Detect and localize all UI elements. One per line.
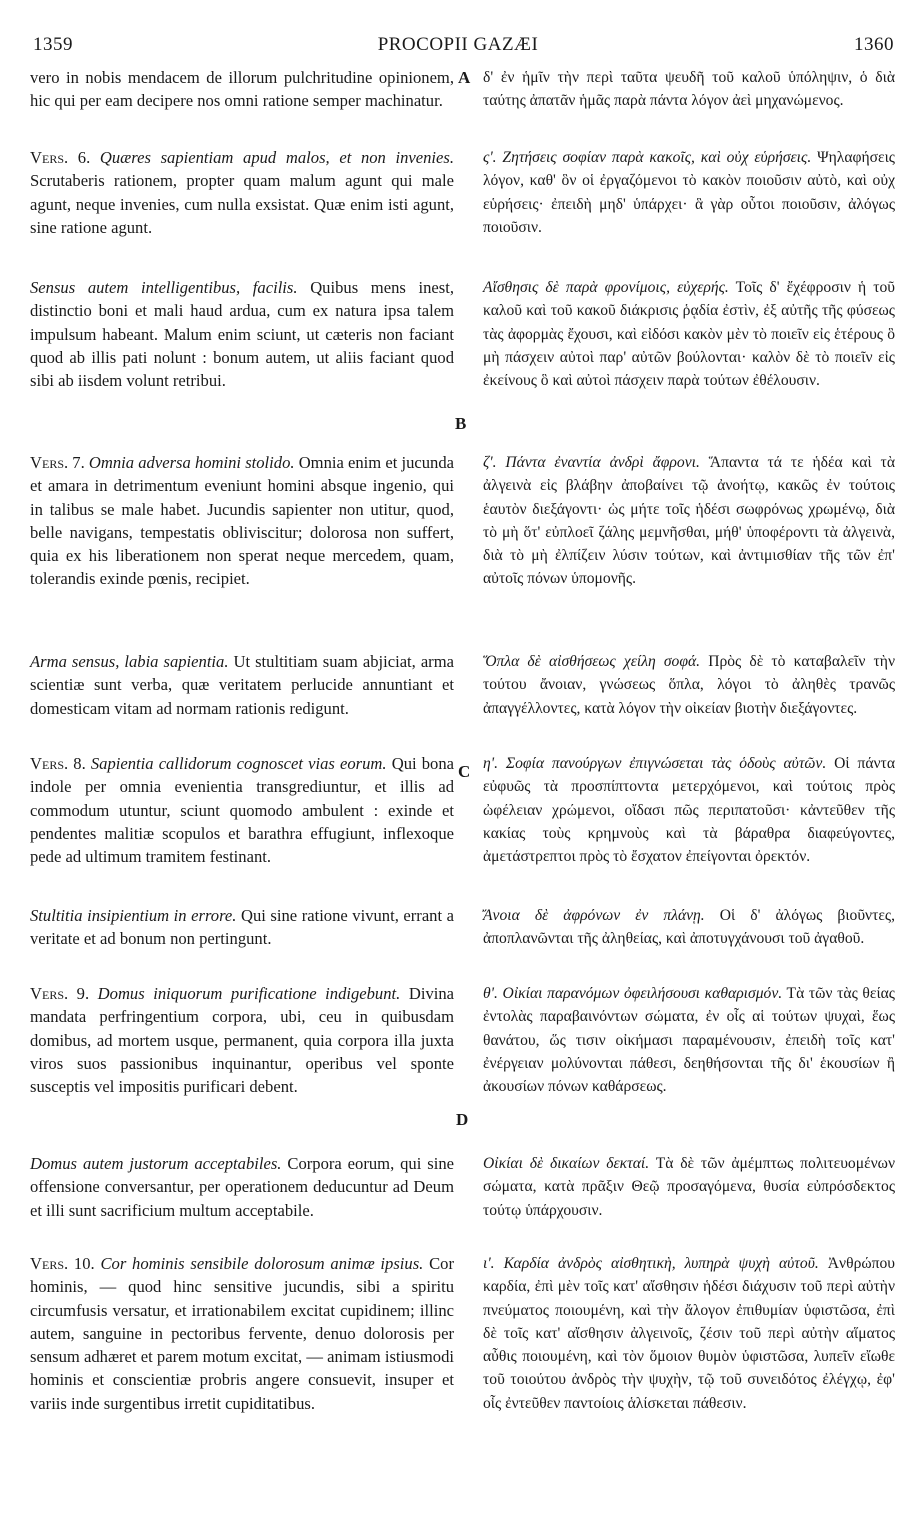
- greek-paragraph: η'. Σοφία πανούργων ἐπιγνώσεται τὰς ὁδοὺς αὐτῶν. Οἱ πάντα εὐφυῶς τὰ προσπίπτοντα μετερχόμενοι, καὶ τούτοις πρὸς ὠφέλειαν χρώμενοι, οἴδασι πῶς περιπατοῦσι· κἀντεῦθεν τῆς κακίας τοὺς κρημνοὺς καὶ τὰ βάραθρα διαφεύγοντες, ἀμετάστρεπτοι πρὸς τὸ ἔσχατον ἐπείγονται ὀρεκτόν.: [483, 755, 895, 866]
- latin-paragraph: Vers. 10. Cor hominis sensibile dolorosum animæ ipsius. Cor hominis, — quod hinc sensitive jucundis, sibi a spiritu circumfusis versatur, et irrationabilem excitat cupidinem; illinc autem, sanguine in pectoribus fervente, denuo dolorosis per sensum adhæret et parem motum excitat, — animam istiusmodi hominis et conscientiæ probris angere consuevit, insuper et variis inde surgentibus irretit cupiditatibus.: [30, 1254, 454, 1413]
- margin-letter-b: B: [455, 414, 467, 433]
- latin-paragraph: Stultitia insipientium in errore. Qui sine ratione vivunt, errant a veritate et ad bonum non pertingunt.: [30, 906, 454, 949]
- margin-letter-d: D: [456, 1110, 469, 1129]
- lemma: Αἴσθησις δὲ παρὰ φρονίμοις, εὐχερής.: [483, 279, 729, 296]
- latin-paragraph: Arma sensus, labia sapientia. Ut stultitiam suam abjiciat, arma scientiæ sunt verba, quæ veritatem perlucide annuntiant et domesticam vitam ad normam rationis redigunt.: [30, 652, 454, 718]
- lemma: Domus autem justorum acceptabiles.: [30, 1154, 282, 1173]
- lemma: Οἰκίαι δὲ δικαίων δεκταί.: [483, 1155, 650, 1172]
- greek-paragraph: ς'. Ζητήσεις σοφίαν παρὰ κακοῖς, καὶ οὐχ εὑρήσεις. Ψηλαφήσεις λόγον, καθ' ὃν οἱ ἐργαζόμενοι τὸ κακὸν ποιοῦσιν αὐτὸ, καὶ οὐχ εὑρήσεις· ἐπειδὴ μηδ' ὑπάρχει· ἃ γὰρ οὗτοι ποιοῦσιν, ἀλόγως ποιοῦσιν.: [483, 149, 895, 236]
- verse-number: Vers. 6.: [30, 148, 91, 167]
- latin-paragraph: Vers. 9. Domus iniquorum purificatione indigebunt. Divina mandata perfringentium corpora, ubi, ceu in quibusdam domibus, ad mortem usque, permanent, quia corpora illa juxta viros suos passionibus inquinantur, operibus vel sponte susceptis vel impositis purificari debent.: [30, 984, 455, 1097]
- greek-paragraph: δ' ἐν ἡμῖν τὴν περὶ ταῦτα ψευδῆ τοῦ καλοῦ ὑπόληψιν, ὁ διὰ ταύτης ἀπατᾶν ἡμᾶς παρὰ πάντα λόγον ἀεὶ μηχανώμενος.: [483, 69, 895, 110]
- lemma: Domus iniquorum purificatione indigebunt.: [97, 984, 401, 1003]
- lemma: θ'. Οἰκίαι παρανόμων ὀφειλήσουσι καθαρισμόν.: [483, 985, 783, 1002]
- latin-paragraph: Vers. 8. Sapientia callidorum cognoscet vias eorum. Qui bona indole per omnia evenientia transgrediuntur, et illis ad commodum utuntur, sciunt quomodo ambulent : exinde et pendentes malitiæ scopulos et barathra effugiunt, inflexoque pede ad ultimum tramitem festinant.: [30, 754, 455, 867]
- lemma: Sapientia callidorum cognoscet vias eorum.: [90, 754, 387, 773]
- lemma: Cor hominis sensibile dolorosum animæ ipsius.: [100, 1254, 424, 1273]
- lemma: ζ'. Πάντα ἐναντία ἀνδρὶ ἄφρονι.: [483, 454, 700, 471]
- latin-paragraph: Domus autem justorum acceptabiles. Corpora eorum, qui sine offensione conversantur, per operationem deducuntur ad Deum et illi sunt sacrificium multum acceptabile.: [30, 1154, 454, 1220]
- running-title: PROCOPII GAZÆI: [377, 34, 539, 55]
- greek-paragraph: Αἴσθησις δὲ παρὰ φρονίμοις, εὐχερής. Τοῖς δ' ἔχέφροσιν ἡ τοῦ καλοῦ καὶ τοῦ κακοῦ διάκρισις ῥᾳδία ἐστὶν, ἐξ αὐτῆς τῆς φύσεως τὰς ἀφορμὰς ἔχουσι, καὶ εἰδόσι κακὸν μὲν τὸ ποιεῖν εἰς ἑτέρους ὃ μὴ πάσχειν αὐτοὶ παρ' αὐτῶν βούλονται· καλὸν δὲ τὸ ποιεῖν εἰς ἐκείνους ὃ καὶ αὐτοὶ πάσχειν παρὰ τούτων ἐθέλουσιν.: [483, 279, 896, 390]
- verse-number: Vers. 7.: [30, 453, 85, 472]
- greek-paragraph: Οἰκίαι δὲ δικαίων δεκταί. Τὰ δὲ τῶν ἀμέμπτως πολιτευομένων σώματα, κατὰ πρᾶξιν Θεῷ προσαγόμενα, θυσία εὐπρόσδεκτος τούτῳ ὑπάρχουσιν.: [483, 1155, 895, 1219]
- verse-number: Vers. 10.: [30, 1254, 95, 1273]
- latin-paragraph: Sensus autem intelligentibus, facilis. Quibus mens inest, distinctio boni et mali haud ardua, cum ex natura ipsa talem impulsum habeant. Malum enim sciunt, ut cæteris non faciant quod ab illis pati nolunt : bonum autem, ut aliis faciant quod sibi ab iisdem volunt retribui.: [30, 278, 454, 391]
- lemma: ς'. Ζητήσεις σοφίαν παρὰ κακοῖς, καὶ οὐχ εὑρήσεις.: [483, 149, 812, 166]
- page-number-left: 1359: [33, 34, 73, 55]
- lemma: Sensus autem intelligentibus, facilis.: [30, 278, 298, 297]
- margin-letter-a: A: [458, 68, 471, 87]
- greek-paragraph: Ἄνοια δὲ ἀφρόνων ἐν πλάνῃ. Οἱ δ' ἀλόγως βιοῦντες, ἀποπλανῶνται τῆς ἀληθείας, καὶ ἀποτυγχάνουσι τοῦ ἀγαθοῦ.: [483, 907, 895, 948]
- latin-paragraph: Vers. 6. Quæres sapientiam apud malos, et non invenies. Scrutaberis rationem, propter quam malum agunt qui male agunt, neque invenies, cum nulla exsistat. Quæ enim isti agunt, sine ratione agunt.: [30, 148, 455, 237]
- lemma: Omnia adversa homini stolido.: [88, 453, 295, 472]
- greek-paragraph: Ὅπλα δὲ αἰσθήσεως χείλη σοφά. Πρὸς δὲ τὸ καταβαλεῖν τὴν τούτου ἄνοιαν, γνώσεως ὅπλα, λόγοι τὸ ἀληθὲς τρανῶς ἀπαγγέλλοντες, κατὰ λόγον τὴν οἰκείαν βιοτὴν διεξάγοντες.: [483, 653, 895, 717]
- verse-number: Vers. 9.: [30, 984, 90, 1003]
- latin-paragraph: vero in nobis mendacem de illorum pulchritudine opinionem, hic qui per eam decipere nos omni ratione semper machinatur.: [30, 68, 454, 111]
- greek-paragraph: ι'. Καρδία ἀνδρὸς αἰσθητικὴ, λυπηρὰ ψυχὴ αὐτοῦ. Ἀνθρώπου καρδία, ἐπὶ μὲν τοῖς κατ' αἴσθησιν ἡδέσι διάχυσιν τοῦ περὶ αὐτὴν πνεύματος ποιουμένη, καὶ τὴν ἄλογον ἐπιθυμίαν ὑφιστῶσα, ἐπὶ δὲ τοῖς κατ' αἴσθησιν ἀλγεινοῖς, ζέσιν τοῦ περὶ αὐτὴν αἵματος αὖθις ποιουμένη, καὶ τὸν ὅμοιον θυμὸν ὑφιστῶσα, λυπεῖν εἴωθε τοῦ τοιούτου ἀνδρὸς τὴν ψυχὴν, τῷ τοῦ συνειδότος ἐλέγχῳ, ἐφ' οἷς ἐντεῦθεν παντοίοις ἁλίσκεται πάθεσιν.: [483, 1255, 895, 1412]
- greek-paragraph: ζ'. Πάντα ἐναντία ἀνδρὶ ἄφρονι. Ἅπαντα τά τε ἡδέα καὶ τὰ ἀλγεινὰ εἰς βλάβην ἀποβαίνει τῷ ἀνοήτῳ, κακῶς ἐν τούτοις ἑαυτὸν διεξάγοντι· ὡς μήτε τοῖς ἡδέσι σωφρόνως χρωμένῳ, διὰ τὸ μὴ ὅτ' εὐπλοεῖ ζάλης μεμνῆσθαι, μήθ' ὑποφέροντι τὰ ἀλγεινὰ, διὰ τὸ μὴ ἐλπίζειν λύσιν τούτων, καὶ ἀντιμισθίαν τῆς τῶν ἐπ' αὐτοῖς πόνων ὑπομονῆς.: [483, 454, 895, 588]
- page-header: [0, 30, 916, 60]
- lemma: Quæres sapientiam apud malos, et non invenies.: [99, 148, 455, 167]
- lemma: η'. Σοφία πανούργων ἐπιγνώσεται τὰς ὁδοὺς αὐτῶν.: [483, 755, 827, 772]
- page-number-right: 1360: [854, 34, 894, 55]
- lemma: Stultitia insipientium in errore.: [30, 906, 237, 925]
- verse-number: Vers. 8.: [30, 754, 86, 773]
- lemma: Ὅπλα δὲ αἰσθήσεως χείλη σοφά.: [483, 653, 701, 670]
- lemma: Arma sensus, labia sapientia.: [30, 652, 229, 671]
- margin-letter-c: C: [458, 762, 471, 781]
- lemma: ι'. Καρδία ἀνδρὸς αἰσθητικὴ, λυπηρὰ ψυχὴ αὐτοῦ.: [483, 1255, 819, 1272]
- latin-paragraph: Vers. 7. Omnia adversa homini stolido. Omnia enim et jucunda et amara in detrimentum eveniunt homini absque ingenio, qui in talibus se male habet. Jucundis sapienter non utitur, quod, belle navigans, tempestatis obliviscitur; dolorosa non suffert, quia ex his liberationem non sperat neque mercedem, quam, tolerandis exinde pœnis, recipiet.: [30, 453, 455, 589]
- greek-paragraph: θ'. Οἰκίαι παρανόμων ὀφειλήσουσι καθαρισμόν. Τὰ τῶν τὰς θείας ἐντολὰς παραβαινόντων σώματα, ἐν οἷς αἱ τούτων ψυχαὶ, ἕως θανάτου, ὥς τισιν οἰκήμασι παραμένουσιν, ἐπειδὴ τοῖς κατ' ἐνέργειαν μολύνονται πάθεσι, δεηθήσονται τῆς δι' ἑκουσίων ἢ ἀκουσίων πόνων καθάρσεως.: [483, 985, 895, 1096]
- lemma: Ἄνοια δὲ ἀφρόνων ἐν πλάνῃ.: [483, 907, 705, 924]
